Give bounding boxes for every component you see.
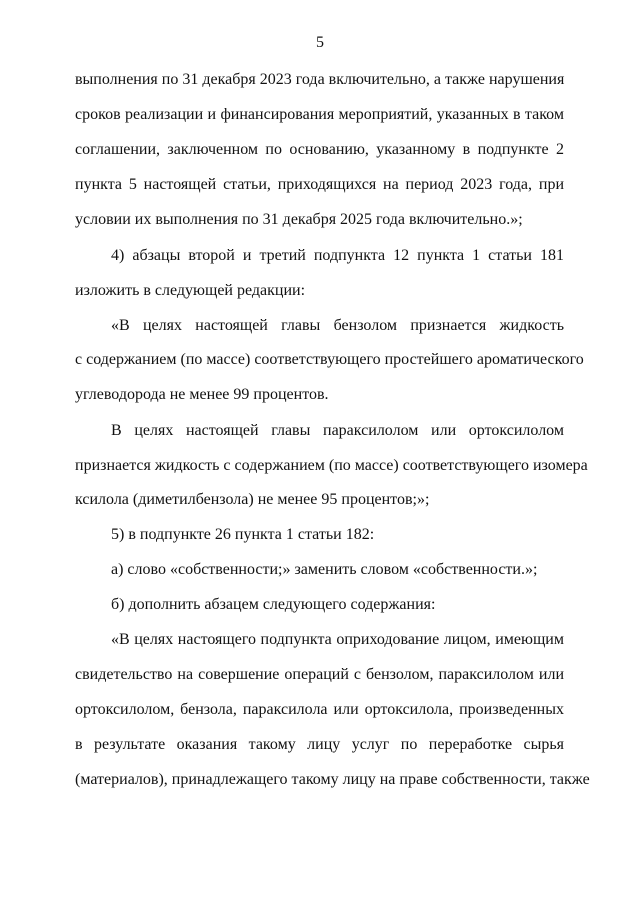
text-line: В целях настоящей главы параксилолом или ортоксилолом	[111, 422, 564, 439]
text-line: 5) в подпункте 26 пункта 1 статьи 182:	[111, 526, 375, 543]
text-line: сроков реализации и финансирования мероприятий, указанных в таком	[75, 106, 564, 123]
text-line: (материалов), принадлежащего такому лицу на праве собственности, также	[75, 771, 590, 788]
text-line: свидетельство на совершение операций с бензолом, параксилолом или	[75, 666, 564, 683]
text-line: ксилола (диметилбензола) не менее 95 процентов;»;	[75, 491, 430, 508]
text-line: пункта 5 настоящей статьи, приходящихся на период 2023 года, при	[75, 176, 564, 193]
text-line: ортоксилолом, бензола, параксилола или ортоксилола, произведенных	[75, 701, 564, 718]
text-line: в результате оказания такому лицу услуг по переработке сырья	[75, 736, 564, 753]
text-line: углеводорода не менее 99 процентов.	[75, 386, 329, 403]
text-line: а) слово «собственности;» заменить словом «собственности.»;	[111, 561, 538, 578]
text-line: «В целях настоящего подпункта оприходование лицом, имеющим	[111, 631, 564, 648]
text-line: выполнения по 31 декабря 2023 года включительно, а также нарушения	[75, 71, 565, 88]
text-line: с содержанием (по массе) соответствующего простейшего ароматического	[75, 351, 584, 368]
text-line: «В целях настоящей главы бензолом признается жидкость	[111, 317, 564, 334]
text-line: соглашении, заключенном по основанию, указанному в подпункте 2	[75, 141, 564, 158]
page-number: 5	[316, 34, 324, 51]
text-line: б) дополнить абзацем следующего содержания:	[111, 596, 436, 613]
text-line: условии их выполнения по 31 декабря 2025 года включительно.»;	[75, 211, 523, 228]
text-line: 4) абзацы второй и третий подпункта 12 пункта 1 статьи 181	[111, 247, 564, 264]
text-line: признается жидкость с содержанием (по массе) соответствующего изомера	[75, 457, 588, 474]
text-line: изложить в следующей редакции:	[75, 282, 306, 299]
